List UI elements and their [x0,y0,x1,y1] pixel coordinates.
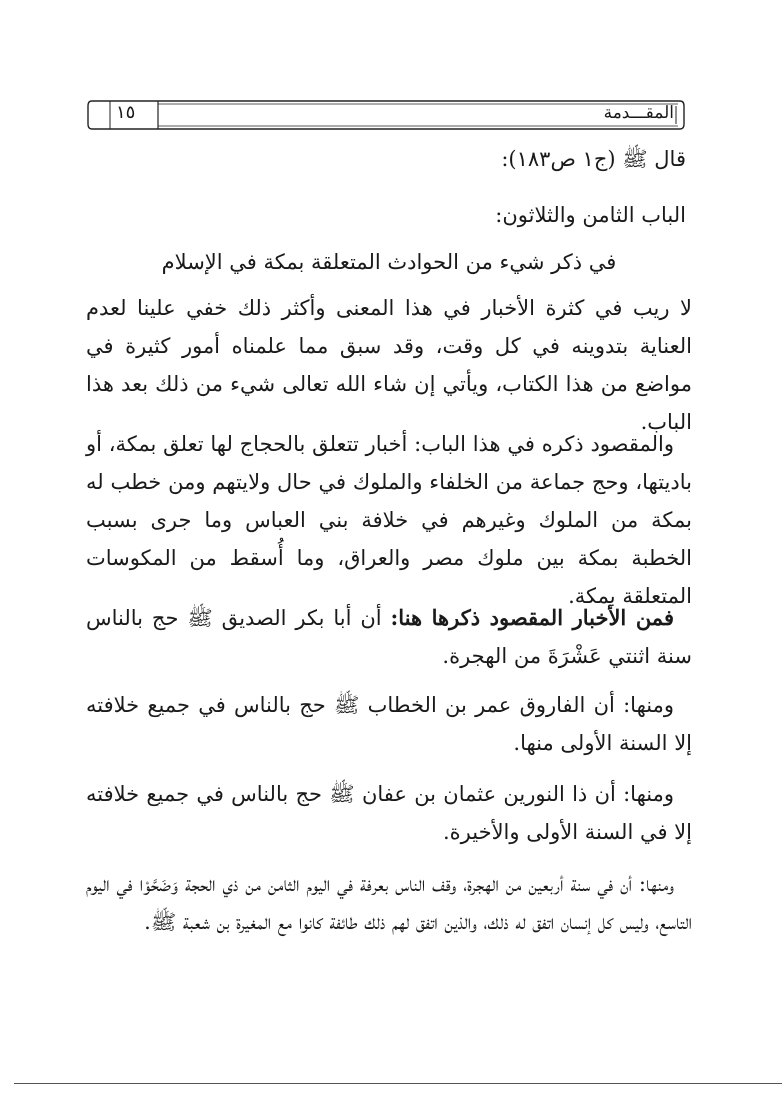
paragraph-3 [86,599,692,675]
chapter-title: الباب الثامن والثلاثون: [495,203,686,227]
header-section-title: المقـــدمة [603,103,674,123]
paragraph-4: ومنها: أن الفاروق عمر بن الخطاب ﷺ حج بالناس في جميع خلافته إلا السنة الأولى منها. [86,693,692,755]
footer-rule [14,1083,782,1084]
paragraph-3-body: أن أبا بكر الصديق ﷺ حج بالناس سنة اثنتي عَشْرَةَ من الهجرة. [86,606,692,668]
paragraph-5: ومنها: أن ذا النورين عثمان بن عفان ﷺ حج بالناس في جميع خلافته إلا في السنة الأولى والأخيرة. [86,782,692,844]
chapter-subtitle: في ذكر شيء من الحوادث المتعلقة بمكة في الإسلام [161,250,617,274]
paragraph-6: ومنها: أن في سنة أربعين من الهجرة، وقف الناس بعرفة في اليوم الثامن من ذي الحجة وَضَحَّوْا في اليوم التاسع، وليس كل إنسان اتفق له ذلك، والذين اتفق لهم ذلك طائفة كانوا مع المغيرة بن شعبة ﷺ. [86,872,692,934]
page-header [86,98,686,132]
page-number: ١٥ [116,102,136,123]
header-frame [86,98,686,132]
paragraph-1: لا ريب في كثرة الأخبار في هذا المعنى وأكثر ذلك خفي علينا لعدم العناية بتدوينه في كل وقت، وقد سبق مما علمناه أمور كثيرة في مواضع من هذا الكتاب، ويأتي إن شاء الله تعالى شيء من ذلك بعد هذا الباب. [86,296,692,434]
paragraph-2: والمقصود ذكره في هذا الباب: أخبار تتعلق بالحجاج لها تعلق بمكة، أو باديتها، وحج جماعة من الخلفاء والملوك في حال ولايتهم ومن خطب له بمكة من الملوك وغيرهم في خلافة بني العباس وما جرى بسبب الخطبة بمكة بين ملوك مصر والعراق، وما أُسقط من المكوسات المتعلقة بمكة. [86,432,692,608]
quote-intro: قال ﷺ (ج١ ص١٨٣): [501,147,686,171]
paragraph-3-lead: فمن الأخبار المقصود ذكرها هنا: [390,605,674,630]
